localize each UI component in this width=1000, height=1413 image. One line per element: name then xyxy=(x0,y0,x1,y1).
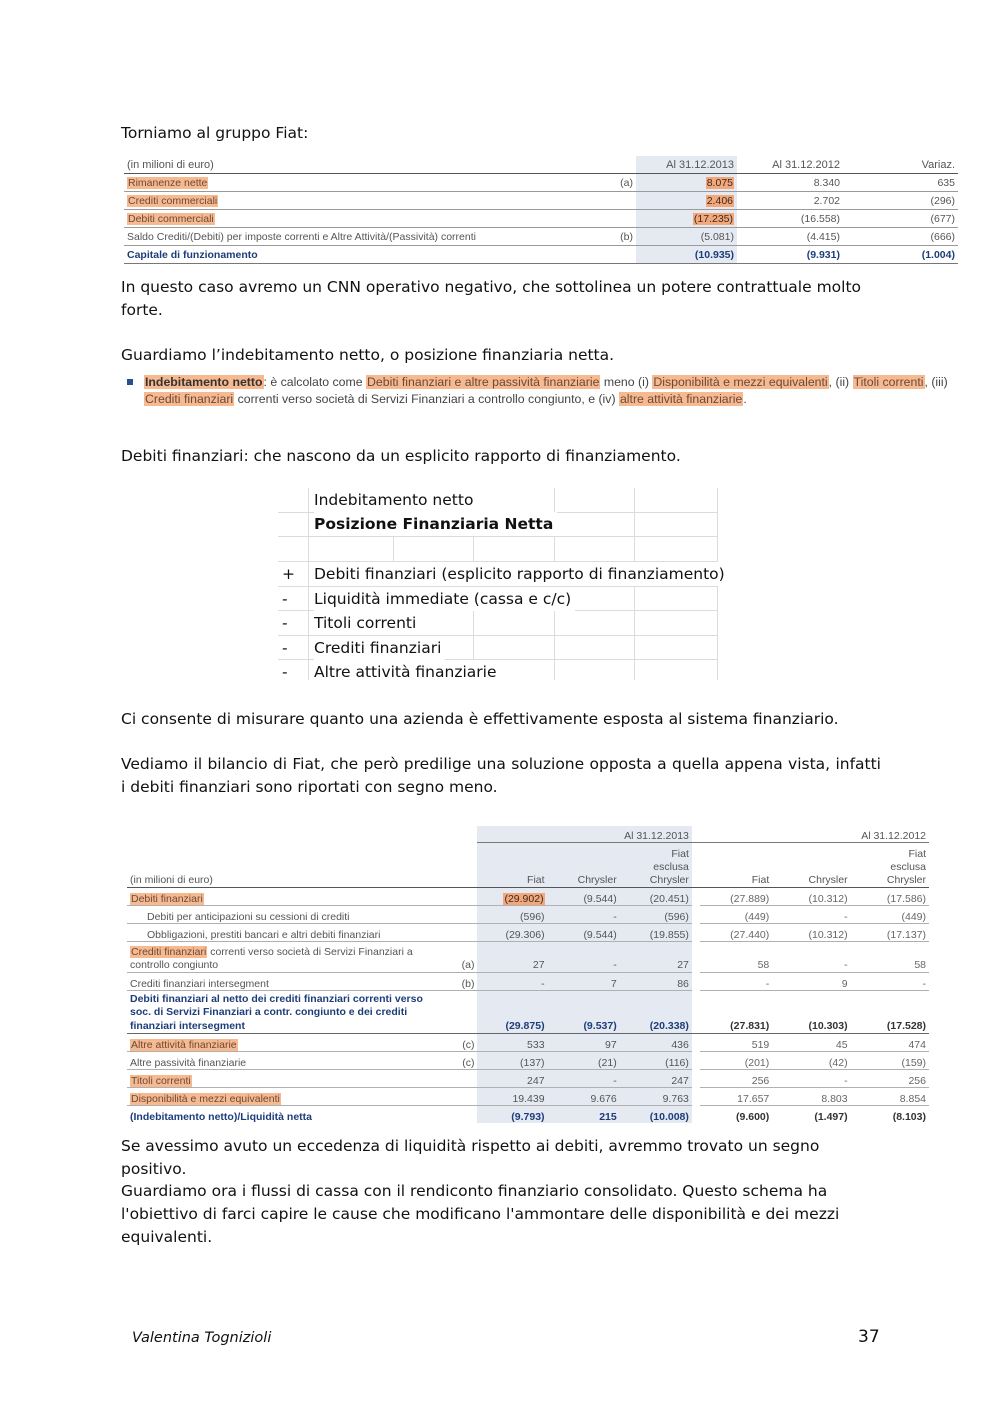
pfn-item-label: Altre attività finanziarie xyxy=(314,660,501,684)
row-value-var: (1.004) xyxy=(843,246,958,264)
table-row: Titoli correnti 247 - 247 256 - 256 xyxy=(127,1070,929,1088)
pfn-item-label: Titoli correnti xyxy=(314,611,420,635)
pfn-item-sign: + xyxy=(282,565,295,583)
table-total-row xyxy=(124,246,958,264)
definition-bullet xyxy=(127,374,962,408)
col-fiat: Fiat xyxy=(477,843,547,888)
row-value-2012: (9.931) xyxy=(737,246,843,264)
net-debt-table xyxy=(127,826,929,1123)
row-value-var: (666) xyxy=(843,228,958,246)
pfn-item-sign: - xyxy=(282,663,288,681)
paragraph-cnn: In questo caso avremo un CNN operativo negativo, che sottolinea un potere contrattuale molto forte. xyxy=(121,278,862,319)
col-chrysler: Chrysler xyxy=(548,843,620,888)
table1-col-2013: Al 31.12.2013 xyxy=(636,156,737,174)
paragraph-flussi: Guardiamo ora i flussi di cassa con il rendiconto finanziario consolidato. Questo schema ha l'obiettivo di farci capire le cause che modificano l'ammontare delle disponibilità e dei mezzi equivalenti. xyxy=(121,1182,840,1246)
row-value-2012: (4.415) xyxy=(737,228,843,246)
date-2013: Al 31.12.2013 xyxy=(477,826,691,843)
definition-text: Indebitamento netto: è calcolato come Debiti finanziari e altre passività finanziarie meno (i) Disponibilità e mezzi equivalenti, (ii) Titoli correnti, (iii) Crediti finanziari correnti verso società di Servizi Finanziari a controllo congiunto, e (iv) altre attività finanziarie. xyxy=(145,375,948,406)
row-value-2013: (17.235) xyxy=(693,212,733,225)
pfn-item-sign: - xyxy=(282,639,288,657)
paragraph-misurare: Ci consente di misurare quanto una azienda è effettivamente esposta al sistema finanziario. xyxy=(121,710,839,728)
row-value-2013: 8.075 xyxy=(706,176,733,189)
working-capital-table xyxy=(124,156,958,264)
row-value-2012: 2.702 xyxy=(737,192,843,210)
row-note xyxy=(590,246,636,264)
row-value-var: (677) xyxy=(843,210,958,228)
paragraph-indebitamento: Guardiamo l’indebitamento netto, o posizione finanziaria netta. xyxy=(121,346,615,364)
table-row: Crediti finanziari correnti verso società di Servizi Finanziari a controllo congiunto (a) 27 - 27 58 - 58 xyxy=(127,942,929,973)
paragraph-eccedenza: Se avessimo avuto un eccedenza di liquidità rispetto ai debiti, avremmo trovato un segno positivo. xyxy=(121,1137,820,1178)
table1-unit: (in milioni di euro) xyxy=(124,156,590,174)
row-value-2013: 2.406 xyxy=(706,194,733,207)
row-label: Capitale di funzionamento xyxy=(124,246,590,264)
col-fiat-excl: Fiat esclusa Chrysler xyxy=(851,843,929,888)
col-fiat: Fiat xyxy=(700,843,772,888)
pfn-item-label: Crediti finanziari xyxy=(314,636,445,660)
row-value-var: 635 xyxy=(843,174,958,192)
table-total-row: (Indebitamento netto)/Liquidità netta (9.793) 215 (10.008) (9.600) (1.497) (8.103) xyxy=(127,1106,929,1124)
paragraph-bilancio: Vediamo il bilancio di Fiat, che però predilige una soluzione opposta a quella appena vista, infatti i debiti finanziari sono riportati con segno meno. xyxy=(121,755,881,796)
table-row: Altre attività finanziarie (c) 533 97 436 519 45 474 xyxy=(127,1034,929,1052)
pfn-item-sign: - xyxy=(282,590,288,608)
table-row: Debiti per anticipazioni su cessioni di crediti (596) - (596) (449) - (449) xyxy=(127,906,929,924)
row-label: Rimanenze nette xyxy=(128,176,208,189)
row-value-2013: (5.081) xyxy=(636,228,737,246)
table-row: Altre passività finanziarie (c) (137) (21) (116) (201) (42) (159) xyxy=(127,1052,929,1070)
page-number: 37 xyxy=(858,1327,880,1347)
row-note xyxy=(590,210,636,228)
row-value-var: (296) xyxy=(843,192,958,210)
pfn-item-label: Liquidità immediate (cassa e c/c) xyxy=(314,587,575,611)
bullet-square-icon xyxy=(127,379,133,385)
pfn-item-label: Debiti finanziari (esplicito rapporto di finanziamento) xyxy=(314,562,729,586)
table-row xyxy=(124,210,958,228)
table-row: Disponibilità e mezzi equivalenti 19.439 9.676 9.763 17.657 8.803 8.854 xyxy=(127,1088,929,1106)
row-note xyxy=(590,192,636,210)
table-row xyxy=(124,228,958,246)
table-row xyxy=(124,192,958,210)
pfn-title: Indebitamento netto xyxy=(314,488,477,512)
pfn-subtitle: Posizione Finanziaria Netta xyxy=(314,512,557,536)
table-row: Crediti finanziari intersegment (b) - 7 86 - 9 - xyxy=(127,973,929,991)
table-row: Debiti finanziari (29.902) (9.544) (20.451) (27.889) (10.312) (17.586) xyxy=(127,888,929,906)
table-row xyxy=(124,174,958,192)
row-value-2012: (16.558) xyxy=(737,210,843,228)
pfn-item-sign: - xyxy=(282,614,288,632)
row-value-2012: 8.340 xyxy=(737,174,843,192)
col-chrysler: Chrysler xyxy=(772,843,850,888)
row-note: (a) xyxy=(590,174,636,192)
row-label: Saldo Crediti/(Debiti) per imposte correnti e Altre Attività/(Passività) correnti xyxy=(124,228,590,246)
definition-term: Indebitamento netto xyxy=(145,375,263,389)
paragraph-debiti: Debiti finanziari: che nascono da un esplicito rapporto di finanziamento. xyxy=(121,447,681,465)
date-2012: Al 31.12.2012 xyxy=(700,826,929,843)
table2-unit: (in milioni di euro) xyxy=(127,843,455,888)
col-fiat-excl: Fiat esclusa Chrysler xyxy=(620,843,692,888)
row-value-2013: (10.935) xyxy=(636,246,737,264)
paragraph-intro: Torniamo al gruppo Fiat: xyxy=(121,124,309,142)
pfn-scheme xyxy=(278,488,725,681)
table-row: Obbligazioni, prestiti bancari e altri debiti finanziari (29.306) (9.544) (19.855) (27.440) (10.312) (17.137) xyxy=(127,924,929,942)
table1-col-2012: Al 31.12.2012 xyxy=(737,156,843,174)
table-subtotal-row: Debiti finanziari al netto dei crediti finanziari correnti verso soc. di Servizi Finanziari a contr. congiunto e dei crediti finanziari intersegment (29.875) (9.537) (20.338) (27.831) (10.303) (17.528) xyxy=(127,991,929,1034)
footer-author: Valentina Tognizioli xyxy=(132,1330,272,1346)
row-label: Debiti commerciali xyxy=(128,212,214,225)
row-note: (b) xyxy=(590,228,636,246)
row-label: Crediti commerciali xyxy=(128,194,218,207)
table1-col-var: Variaz. xyxy=(843,156,958,174)
